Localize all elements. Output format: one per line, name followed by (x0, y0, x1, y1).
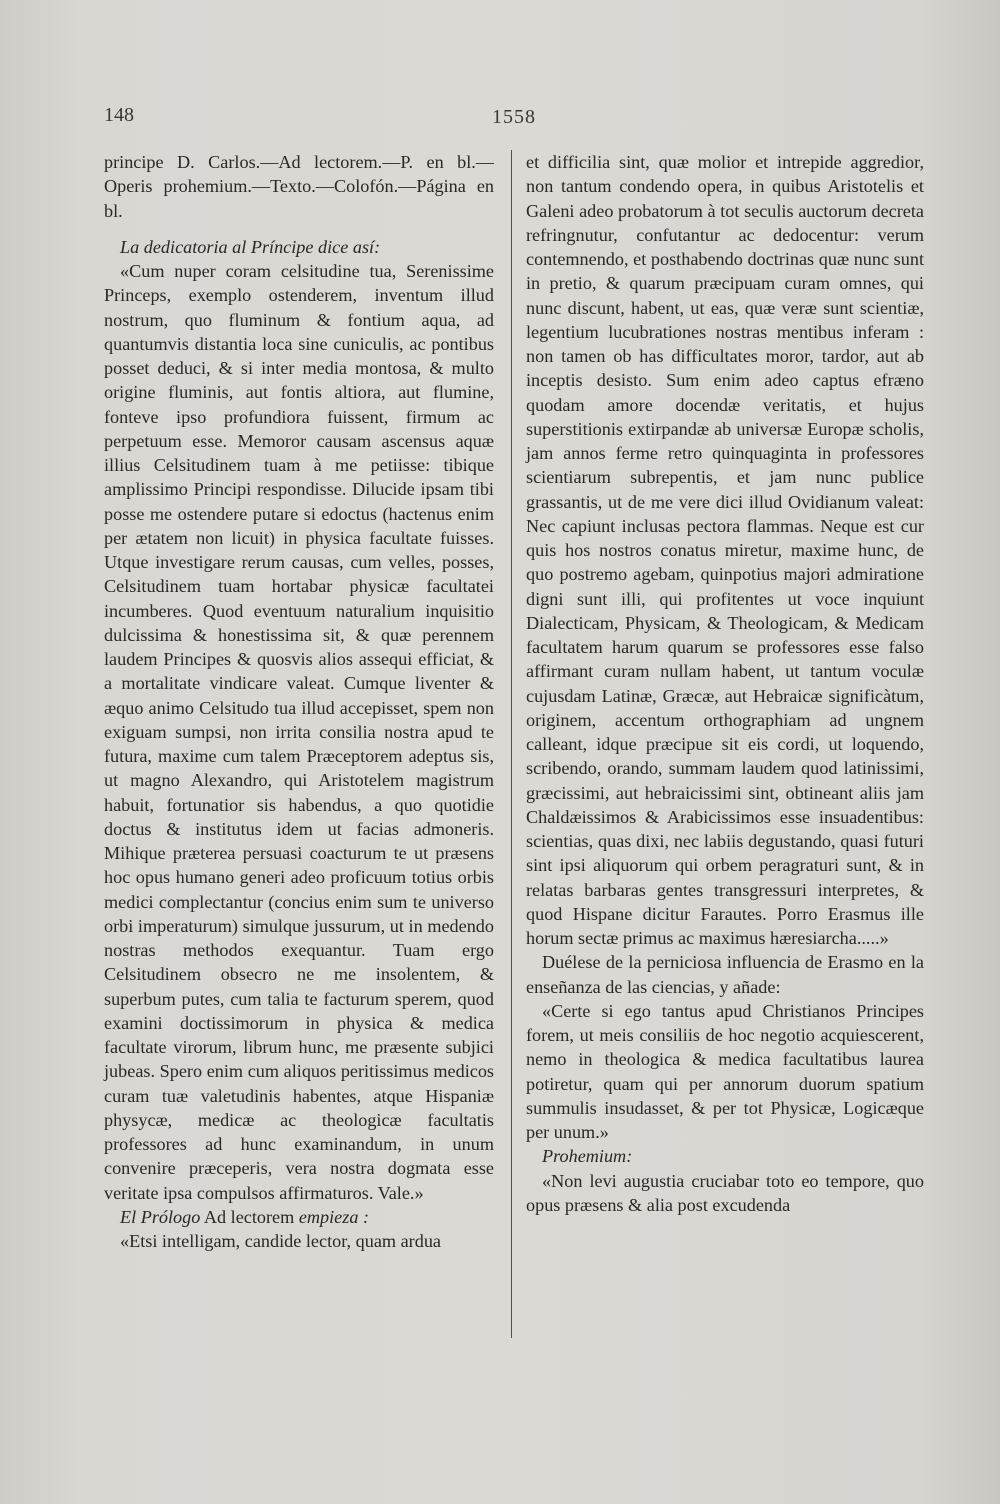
left-column (104, 150, 494, 1253)
column-divider (511, 150, 512, 1338)
prologue-ad-lectorem: Ad lectorem (200, 1206, 299, 1227)
running-header (104, 104, 924, 138)
bibliographic-note: principe D. Carlos.—Ad lectorem.—P. en bl.— Operis prohemium.—Texto.—Colofón.—Página en bl. (104, 152, 494, 221)
prologue-title: El Prólogo (120, 1206, 201, 1227)
prologue-empieza: empieza : (298, 1206, 370, 1227)
page-number: 148 (104, 104, 134, 126)
dedication-intro: La dedicatoria al Príncipe dice así: (120, 236, 381, 257)
year-heading: 1558 (492, 106, 536, 128)
prologue-text-start: «Etsi intelligam, candide lector, quam ardua (120, 1231, 441, 1251)
right-column (526, 150, 924, 1217)
prohemium-heading: Prohemium: (542, 1146, 633, 1167)
certe-quotation: «Certe si ego tantus apud Christianos Principes forem, ut meis consiliis de hoc negotio acquiescerent, nemo in theologica & medica facultatibus laurea potiretur, quam qui per annorum duorum spatium summulis insudasset, & per tot Physicæ, Logicæque per unum.» (526, 1000, 924, 1142)
prologue-text-continued: et difficilia sint, quæ molior et intrepide aggredior, non tantum condendo opera, in quibus Aristotelis et Galeni adeo probatorum à tot seculis auctorum decreta refringnutur, confutantur ac dedocentur: verum contemnendo, et posthabendo doctrinas quæ nunc sunt in pretio, & quarum præcipuam curam omnes, qui nunc discunt, habent, ut eas, quæ veræ sunt scientiæ, legentium lucubrationes nostras mentibus inferam : non tamen ob has difficultates moror, tardor, aut ab inceptis desisto. Sum enim adeo captus efræno quodam amore docendæ veritatis, et hujus superstitionis extirpandæ ab universæ Europæ scholis, jam annos ferme retro quinquaginta in professores scientiarum subrepentis, et jam nunc publice grassantis, ut de me vere dici illud Ovidianum valeat: Nec capiunt inclusas pectora flammas. Neque est cur quis hos nostros conatus miretur, maxime hunc, de quo postremo agebam, quinpotius majori admiratione digni sunt illi, qui profitentes ut voce inquiunt Dialecticam, Physicam, & Theologicam, & Medicam facultatem harum quarum se professores esse falso affirmant curam nullam habent, ut tantum voculæ cujusdam Latinæ, Græcæ, aut Hebraicæ significàtum, originem, accentum orthographiam ad ungnem calleant, idque præcipue sit eis cordi, ut loquendo, scribendo, orando, summam laudem quod latinissimi, græcissimi, aut hebraicissimi sint, obtineant aliis jam Chaldæissimos & Arabicissimos esse insuadentibus: scientias, quas dixi, nec labiis degustando, quasi futuri sint ipsi aliquorum qui orbem peragraturi sunt, & in relatas barbaras gentes transgressuri interpretes, & quod Hispane dicitur Farautes. Porro Erasmus ille horum sectæ primus ac maximus hæresiarcha.....» (526, 152, 924, 948)
erasmus-commentary: Duélese de la perniciosa influencia de Erasmo en la enseñanza de las ciencias, y añade: (526, 952, 924, 997)
prologue-intro (104, 1205, 494, 1229)
dedication-text: «Cum nuper coram celsitudine tua, Serenissime Princeps, exemplo ostenderem, inventum illud nostrum, quo fluminum & fontium aqua, ad quantumvis distantia loca sine cuniculis, ac pontibus posset deduci, & si inter media montosa, & multo origine fluminis, aut fontis altiora, aut flumine, fonteve ipso profundiora fuissent, firmum ac perpetuum esse. Memoror causam ascensus aquæ illius Celsitudinem tuam à me petiisse: tibique amplissimo Principi respondisse. Dilucide ipsam tibi posse me ostendere putare si edoctus (hactenus enim per ætatem non licuit) in physica facultate fuisses. Utque investigare rerum causas, cum velles, posses, Celsitudinem tuam hortabar physicæ facultatei incumberes. Quod eventuum naturalium inquisitio dulcissima & honestissima sit, & quæ perennem laudem Principes & quosvis alios assequi efficiat, & a mortalitate vindicare valeat. Cumque liventer & æquo animo Celsitudo tua illud accepisset, spem non exiguam sumpsi, non irrita consilia nostra apud te futura, maxime cum talem Præceptorem adeptus sis, ut magno Alexandro, qui Aristotelem magistrum habuit, fortunatior sis habendus, a quo quotidie doctus & institutus idem ut facias admoneris. Mihique præterea persuasi coacturum te ut præsens hoc opus humano generi adeo proficuum totius orbis medici complectantur (concius enim sum te universo orbi imperaturum) simulque jussurum, ut in medendo nostras methodos exequantur. Tuam ergo Celsitudinem obsecro ne me insolentem, & superbum putes, cum talia te facturum sperem, quod examini doctissimorum in physica & medica facultate virorum, librum hunc, me præsente subjici jubeas. Spero enim cum aliquos peritissimus medicos curam tuæ valetudinis habentes, atque Hispaniæ physycæ, medicæ ac theologicæ facultatis professores ad hunc examinandum, in unum convenire præceperis, vera nostra dogmata esse veritate ipsa compulsos affirmaturos. Vale.» (104, 261, 494, 1203)
prohemium-text-start: «Non levi augustia cruciabar toto eo tempore, quo opus præsens & alia post excudenda (526, 1170, 924, 1215)
